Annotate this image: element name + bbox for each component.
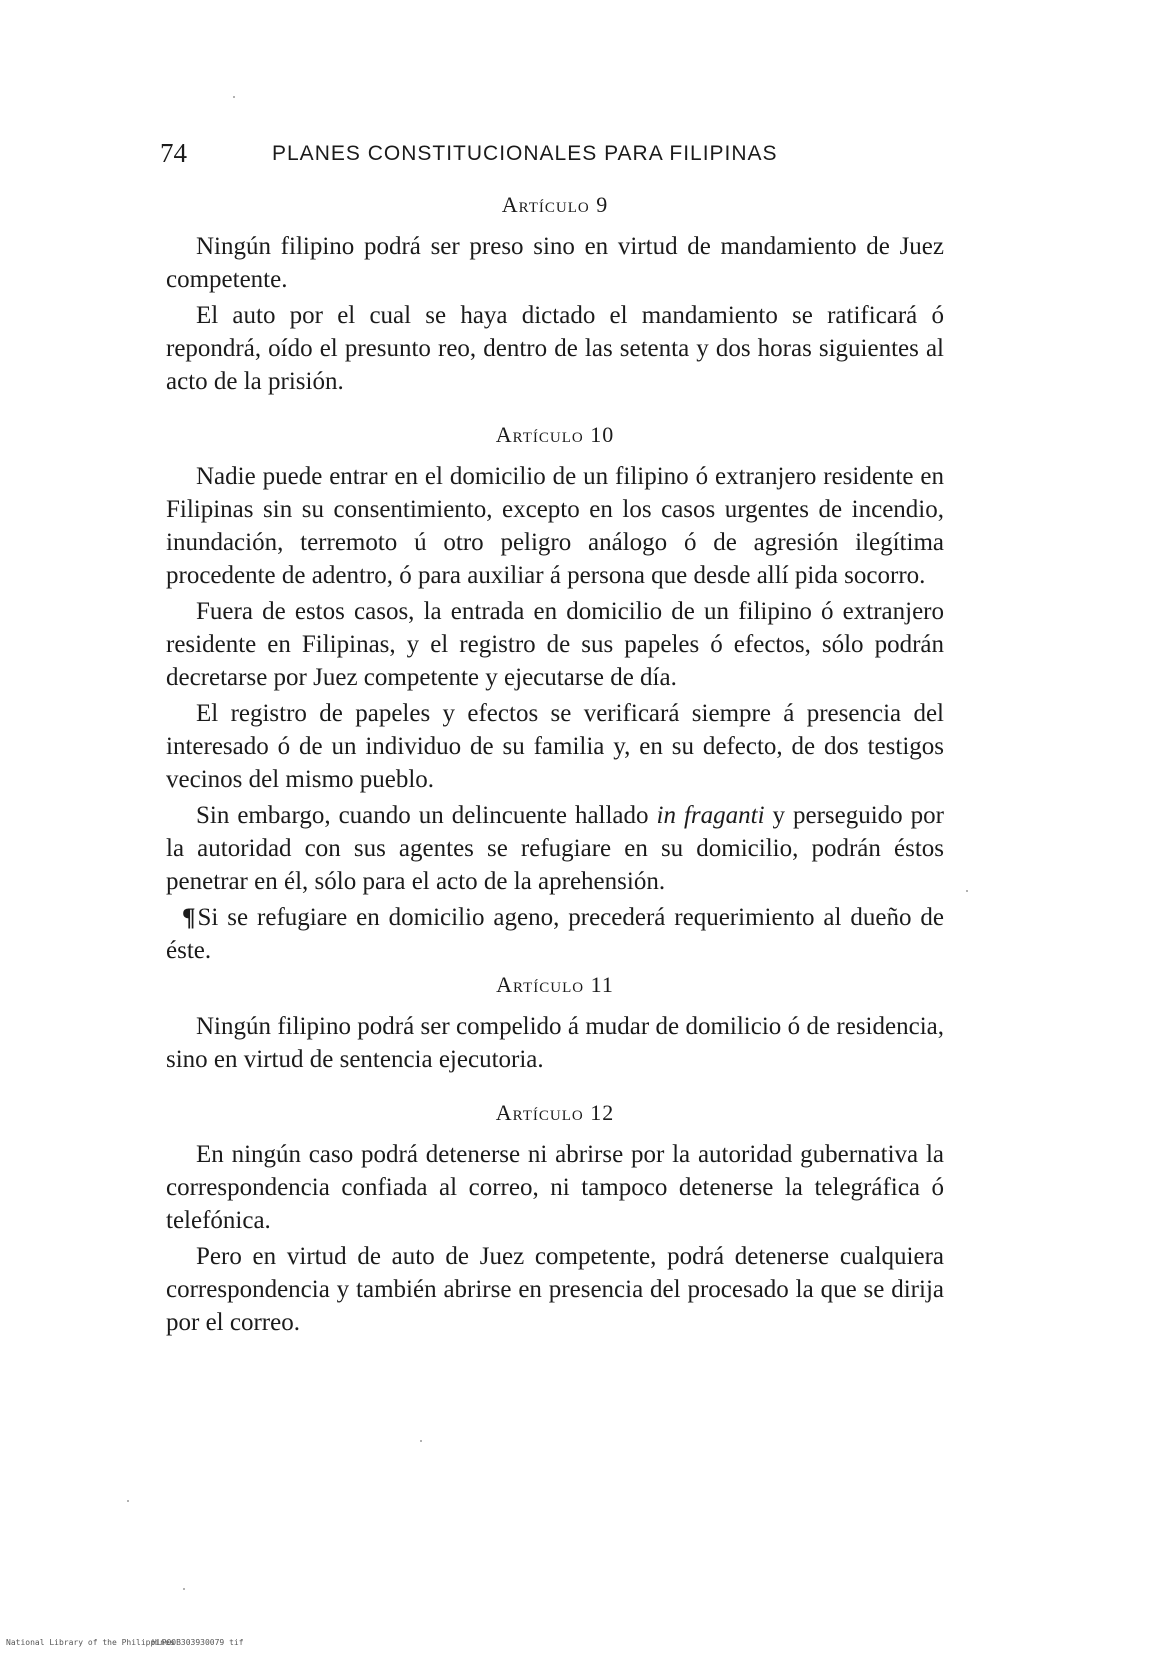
paragraph: El registro de papeles y efectos se verificará siempre á presencia del interesado ó de un individuo de su familia y, en su defecto, de dos testigos vecinos del mismo pueblo. [166,700,944,793]
scan-speck [420,1440,422,1442]
body-text [166,190,944,1342]
paragraph: Ningún filipino podrá ser preso sino en virtud de mandamiento de Juez competente. [166,233,944,293]
scan-speck [233,96,235,98]
running-head [160,136,940,170]
article-heading: Artículo 10 [495,422,615,447]
paragraph [166,799,944,898]
paragraph: El auto por el cual se haya dictado el mandamiento se ratificará ó repondrá, oído el presunto reo, dentro de las setenta y dos horas siguientes al acto de la prisión. [166,302,944,395]
paragraph-text: y perseguido por la autoridad con sus agentes se refugiare en su domicilio, podrán éstos penetrar en él, sólo para el acto de la aprehensión. [166,802,944,895]
scan-speck [183,1588,185,1590]
scan-footer [0,1638,1173,1652]
paragraph-text: Sin embargo, cuando un delincuente hallado [196,802,657,829]
italic-phrase: in fraganti [656,802,765,829]
scan-speck [127,1500,129,1502]
scan-speck [966,890,968,892]
paragraph-mark: ¶ [182,904,196,931]
paragraph: Nadie puede entrar en el domicilio de un filipino ó extranjero residente en Filipinas sin su consentimiento, excepto en los casos urgentes de incendio, inundación, terremoto ú otro peligro análogo ó de agresión ilegítima procedente de adentro, ó para auxiliar á persona que desde allí pida socorro. [166,463,944,589]
paragraph: En ningún caso podrá detenerse ni abrirse por la autoridad gubernativa la correspondencia confiada al correo, ni tampoco detenerse la telegráfica ó telefónica. [166,1141,944,1234]
running-title: PLANES CONSTITUCIONALES PARA FILIPINAS [272,142,778,165]
paragraph: Pero en virtud de auto de Juez competente, podrá detenerse cualquiera correspondencia y también abrirse en presencia del procesado la que se dirija por el correo. [166,1243,944,1336]
paragraph [166,901,944,967]
article-heading: Artículo 12 [495,1100,615,1125]
paragraph: Fuera de estos casos, la entrada en domicilio de un filipino ó extranjero residente en Filipinas, y el registro de sus papeles ó efectos, sólo podrán decretarse por Juez competente y ejecutarse de día. [166,598,944,691]
footer-library: National Library of the Philippines [6,1638,175,1647]
footer-file-id: HLP00B303930079 tif [152,1638,244,1647]
paragraph-text: Si se refugiare en domicilio ageno, precederá requerimiento al dueño de éste. [166,904,944,964]
article-heading: Artículo 11 [496,972,614,997]
paragraph: Ningún filipino podrá ser compelido á mudar de domilicio ó de residencia, sino en virtud de sentencia ejecutoria. [166,1013,944,1073]
page-number: 74 [160,138,187,168]
article-heading: Artículo 9 [501,192,609,217]
